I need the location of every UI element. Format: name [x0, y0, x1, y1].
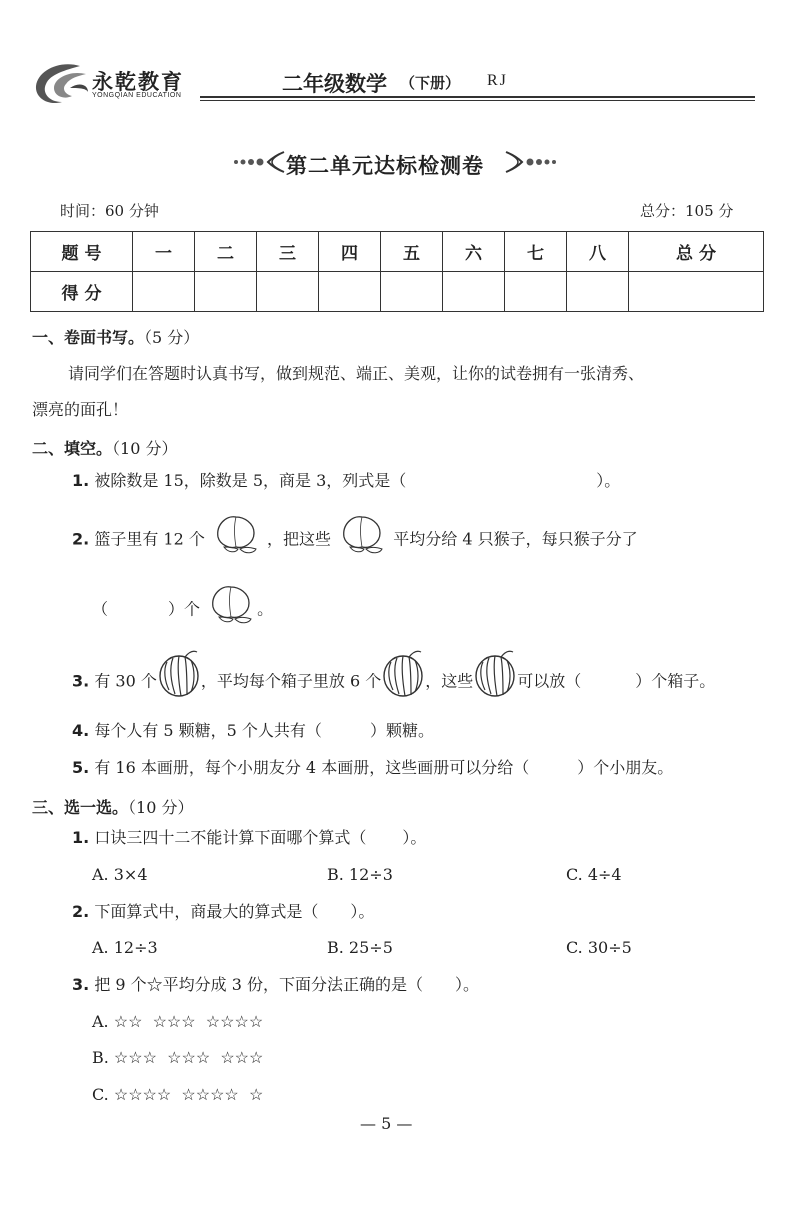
question-text: 可以放（	[517, 671, 582, 691]
question-text: 把 9 个☆平均分成 3 份，下面分法正确的是（	[94, 975, 424, 994]
choice-option-a[interactable]: A. 12÷3	[92, 938, 158, 957]
fill-question-2-line2	[92, 595, 273, 625]
question-text: 有 16 本画册，每个小朋友分 4 本画册，这些画册可以分给（	[94, 758, 530, 777]
question-text: 篮子里有 12 个	[94, 529, 205, 549]
title-ornament-right-icon	[502, 150, 558, 174]
score-table-column: 五	[381, 232, 443, 272]
question-text: （	[92, 599, 109, 619]
score-table-column: 二	[195, 232, 257, 272]
question-number: 3.	[72, 671, 90, 691]
question-number: 1.	[72, 828, 90, 847]
question-tail: ）。	[455, 975, 480, 994]
exam-total-score: 总分：105 分	[640, 202, 734, 220]
peach-icon	[210, 511, 262, 555]
brand-name: 永乾教育	[92, 69, 184, 94]
question-text: 每个人有 5 颗糖，5 个人共有（	[94, 721, 322, 740]
score-cell[interactable]	[133, 272, 195, 312]
question-number: 5.	[72, 758, 90, 777]
score-cell-total[interactable]	[629, 272, 764, 312]
book-edition: RJ	[487, 72, 508, 89]
score-table-header-row	[31, 232, 764, 272]
question-text: ）个箱子。	[635, 671, 716, 691]
score-table-score-label: 得 分	[31, 272, 133, 312]
score-cell[interactable]	[195, 272, 257, 312]
choice-option-c[interactable]: C. 4÷4	[566, 865, 622, 884]
score-cell[interactable]	[443, 272, 505, 312]
section1-points: （5 分）	[144, 328, 200, 347]
question-number: 4.	[72, 721, 90, 740]
watermelon-icon	[157, 648, 201, 698]
score-table-column: 三	[257, 232, 319, 272]
question-text: ，平均每个箱子里放 6 个	[200, 671, 382, 691]
fill-question-2	[72, 525, 638, 555]
question-number: 2.	[72, 902, 90, 921]
section3-heading	[32, 795, 193, 818]
logo-swirl-icon	[30, 58, 92, 108]
choice-option-a[interactable]: A. 3×4	[92, 865, 148, 884]
score-table-column: 一	[133, 232, 195, 272]
question-number: 2.	[72, 529, 90, 549]
choice-question-3	[72, 977, 479, 993]
choice-option-c[interactable]: C. ☆☆☆☆ ☆☆☆☆ ☆	[92, 1085, 264, 1104]
question-text: 下面算式中，商最大的算式是（	[94, 902, 319, 921]
score-cell[interactable]	[319, 272, 381, 312]
fill-question-4	[72, 723, 434, 739]
question-tail: ）。	[402, 828, 427, 847]
peach-icon	[336, 511, 388, 555]
score-table-header-label: 题 号	[31, 232, 133, 272]
choice-question-1	[72, 830, 426, 846]
question-text: 平均分给 4 只猴子，每只猴子分了	[393, 529, 638, 549]
section1-title: 一、卷面书写。	[32, 328, 145, 347]
peach-icon	[205, 581, 257, 625]
fill-question-3	[72, 666, 715, 698]
score-table-column: 六	[443, 232, 505, 272]
question-text: 口诀三四十二不能计算下面哪个算式（	[94, 828, 367, 847]
question-text: 被除数是 15，除数是 5，商是 3，列式是（	[94, 471, 407, 490]
exam-time: 时间：60 分钟	[60, 202, 159, 220]
choice-option-b[interactable]: B. ☆☆☆ ☆☆☆ ☆☆☆	[92, 1048, 264, 1067]
question-text: 。	[257, 599, 274, 619]
score-table	[30, 231, 764, 312]
choice-option-a[interactable]: A. ☆☆ ☆☆☆ ☆☆☆☆	[92, 1012, 264, 1031]
score-cell[interactable]	[257, 272, 319, 312]
page-number: — 5 —	[360, 1114, 413, 1133]
score-table-column: 七	[505, 232, 567, 272]
section2-heading	[32, 436, 177, 459]
header-rule	[200, 96, 755, 101]
score-cell[interactable]	[567, 272, 629, 312]
title-ornament-left-icon	[232, 150, 288, 174]
question-number: 1.	[72, 471, 90, 490]
score-table-column: 八	[567, 232, 629, 272]
section1-line1: 请同学们在答题时认真书写，做到规范、端正、美观，让你的试卷拥有一张清秀、	[68, 364, 645, 383]
question-tail: ）。	[350, 902, 375, 921]
book-volume: （下册）	[400, 74, 461, 92]
section3-points: （10 分）	[128, 798, 194, 817]
question-text: 有 30 个	[94, 671, 157, 691]
choice-option-b[interactable]: B. 25÷5	[327, 938, 393, 957]
fill-question-5	[72, 760, 673, 776]
book-title: 二年级数学	[282, 72, 387, 96]
score-cell[interactable]	[505, 272, 567, 312]
section3-title: 三、选一选。	[32, 798, 129, 817]
score-table-total-label: 总 分	[629, 232, 764, 272]
choice-question-2	[72, 904, 374, 920]
section2-title: 二、填空。	[32, 439, 113, 458]
score-table-score-row	[31, 272, 764, 312]
question-text: ，把这些	[267, 529, 332, 549]
fill-question-1	[72, 473, 620, 489]
section2-points: （10 分）	[112, 439, 178, 458]
question-text: ）个小朋友。	[577, 758, 674, 777]
question-number: 3.	[72, 975, 90, 994]
section1-line2: 漂亮的面孔！	[32, 400, 129, 419]
score-cell[interactable]	[381, 272, 443, 312]
watermelon-icon	[473, 648, 517, 698]
question-text: ）个	[168, 599, 201, 619]
watermelon-icon	[381, 648, 425, 698]
choice-option-c[interactable]: C. 30÷5	[566, 938, 632, 957]
question-text: ，这些	[425, 671, 474, 691]
unit-title: 第二单元达标检测卷	[286, 154, 484, 178]
brand-name-english: YONGQIAN EDUCATION	[92, 92, 182, 99]
section1-heading	[32, 325, 199, 348]
score-table-column: 四	[319, 232, 381, 272]
question-text: ）颗糖。	[369, 721, 434, 740]
choice-option-b[interactable]: B. 12÷3	[327, 865, 393, 884]
question-tail: ）。	[596, 471, 621, 490]
